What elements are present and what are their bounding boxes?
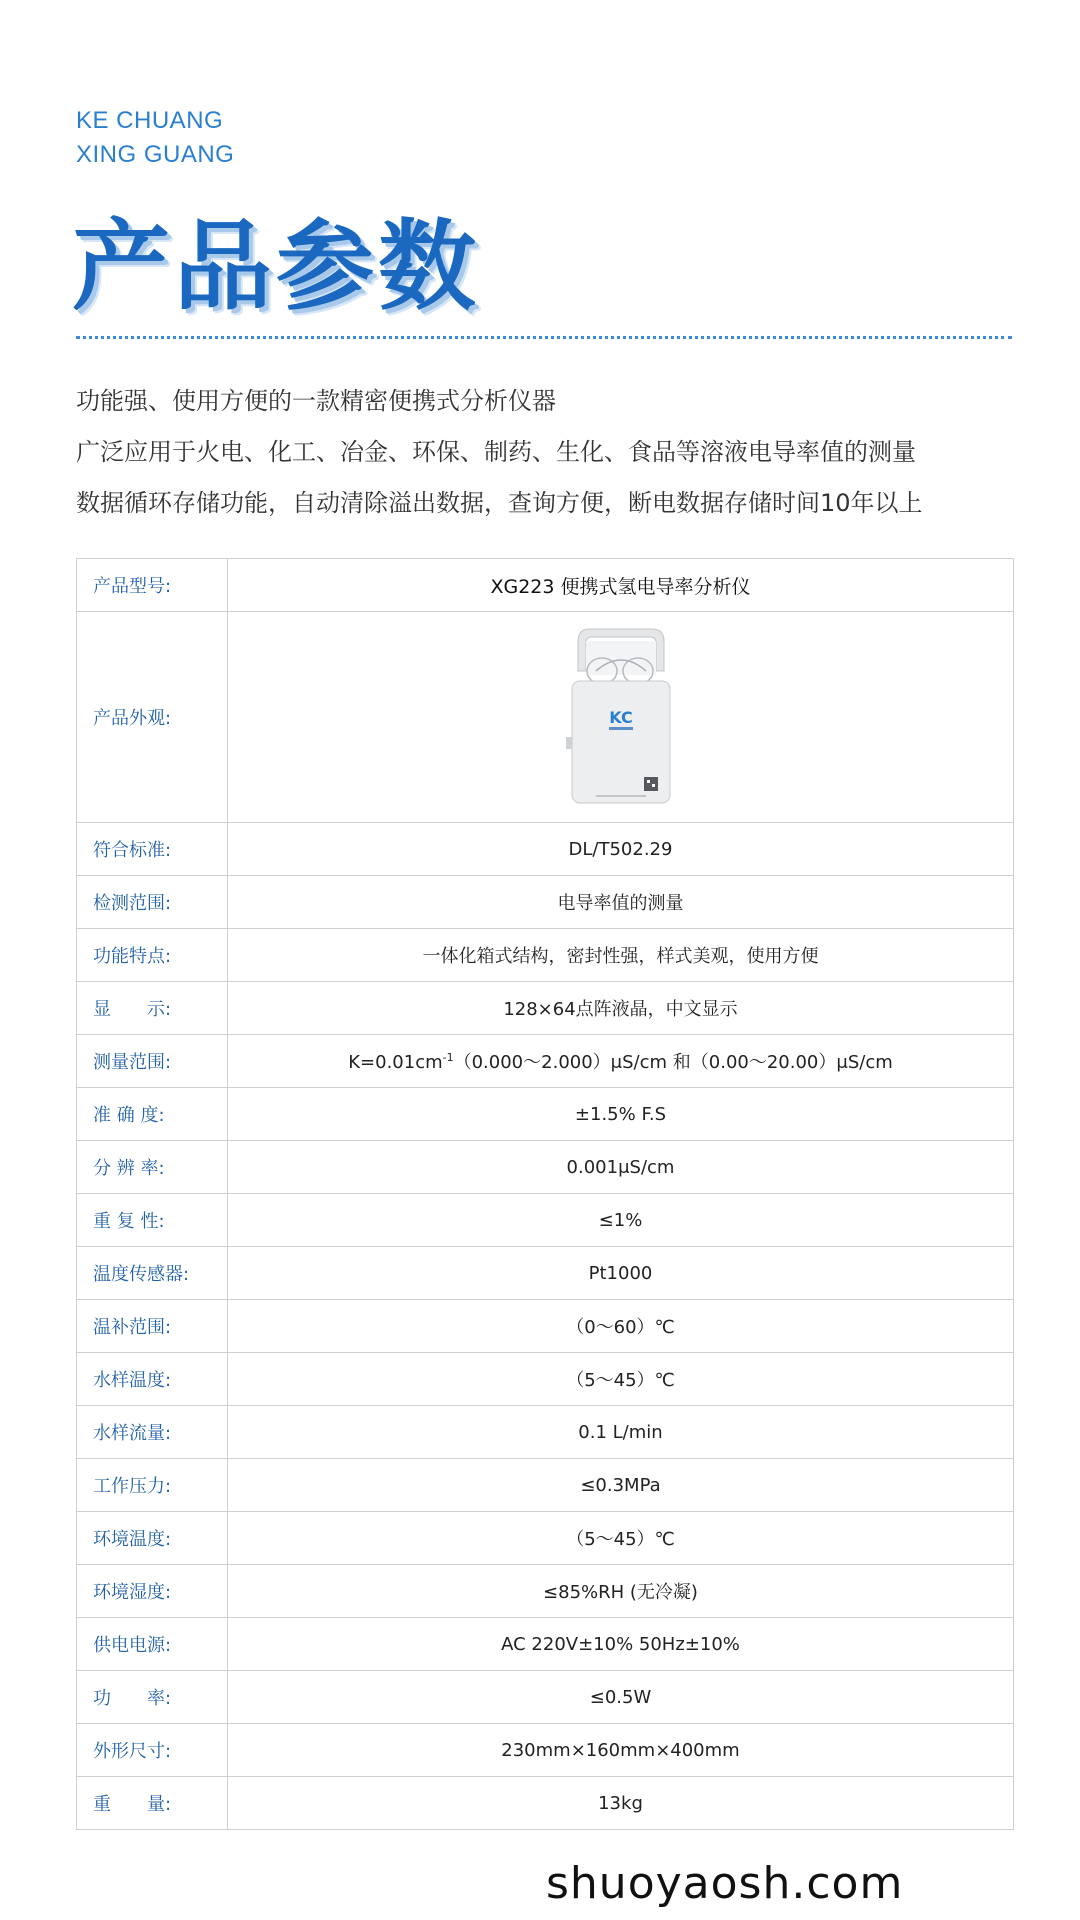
measurement-range-value <box>228 1035 1014 1088</box>
table-row <box>77 1777 1014 1830</box>
device-logo: KC <box>608 708 633 727</box>
row-value: DL/T502.29 <box>228 823 1014 876</box>
row-value: ≤0.3MPa <box>228 1459 1014 1512</box>
spec-table <box>76 558 1014 1830</box>
intro-line: 功能强、使用方便的一款精密便携式分析仪器 <box>76 387 556 415</box>
row-label: 水样温度: <box>77 1353 228 1406</box>
table-row <box>77 1406 1014 1459</box>
row-value: （0～60）℃ <box>228 1300 1014 1353</box>
product-photo-cell <box>228 612 1014 823</box>
table-row-appearance <box>77 612 1014 823</box>
table-row <box>77 1565 1014 1618</box>
row-label: 分 辨 率: <box>77 1141 228 1194</box>
row-label: 外形尺寸: <box>77 1724 228 1777</box>
table-row <box>77 1088 1014 1141</box>
row-value: 128×64点阵液晶，中文显示 <box>228 982 1014 1035</box>
row-value: Pt1000 <box>228 1247 1014 1300</box>
intro-line: 广泛应用于火电、化工、冶金、环保、制药、生化、食品等溶液电导率值的测量 <box>76 438 916 466</box>
intro-text <box>76 376 1036 529</box>
table-row <box>77 1035 1014 1088</box>
table-row-model <box>77 559 1014 612</box>
table-row <box>77 1671 1014 1724</box>
row-value: 13kg <box>228 1777 1014 1830</box>
row-value: ≤85%RH (无冷凝) <box>228 1565 1014 1618</box>
row-label: 重 量: <box>77 1777 228 1830</box>
table-row <box>77 823 1014 876</box>
table-row <box>77 1300 1014 1353</box>
table-row <box>77 1353 1014 1406</box>
row-value: （5～45）℃ <box>228 1353 1014 1406</box>
brand-line-1: KE CHUANG <box>76 107 224 134</box>
row-value: ≤1% <box>228 1194 1014 1247</box>
model-value: XG223 便携式氢电导率分析仪 <box>228 559 1014 612</box>
brand-name <box>76 104 234 172</box>
row-label: 供电电源: <box>77 1618 228 1671</box>
row-value: AC 220V±10% 50Hz±10% <box>228 1618 1014 1671</box>
row-label: 环境湿度: <box>77 1565 228 1618</box>
row-label: 温补范围: <box>77 1300 228 1353</box>
row-label: 准 确 度: <box>77 1088 228 1141</box>
row-label: 重 复 性: <box>77 1194 228 1247</box>
intro-line: 数据循环存储功能，自动清除溢出数据，查询方便，断电数据存储时间10年以上 <box>76 489 923 517</box>
row-label: 功能特点: <box>77 929 228 982</box>
brand-line-2: XING GUANG <box>76 141 235 168</box>
table-row <box>77 1247 1014 1300</box>
row-label: 测量范围: <box>77 1035 228 1088</box>
dotted-divider <box>76 336 1012 339</box>
row-label: 产品型号: <box>77 559 228 612</box>
table-row <box>77 929 1014 982</box>
range-suffix: （0.000～2.000）μS/cm 和（0.00～20.00）μS/cm <box>453 1052 893 1073</box>
table-row <box>77 1724 1014 1777</box>
row-label: 显 示: <box>77 982 228 1035</box>
row-value: ≤0.5W <box>228 1671 1014 1724</box>
row-value: 230mm×160mm×400mm <box>228 1724 1014 1777</box>
table-row <box>77 982 1014 1035</box>
row-label: 检测范围: <box>77 876 228 929</box>
table-row <box>77 1194 1014 1247</box>
row-value: 0.1 L/min <box>228 1406 1014 1459</box>
row-label: 工作压力: <box>77 1459 228 1512</box>
row-value: ±1.5% F.S <box>228 1088 1014 1141</box>
row-label: 环境温度: <box>77 1512 228 1565</box>
table-row <box>77 1459 1014 1512</box>
row-label: 产品外观: <box>77 612 228 823</box>
row-value: 0.001μS/cm <box>228 1141 1014 1194</box>
row-label: 水样流量: <box>77 1406 228 1459</box>
range-prefix: K=0.01cm <box>348 1052 443 1073</box>
table-row <box>77 1618 1014 1671</box>
row-value: 一体化箱式结构，密封性强，样式美观，使用方便 <box>228 929 1014 982</box>
range-superscript: -1 <box>442 1051 454 1064</box>
table-row <box>77 1512 1014 1565</box>
row-value: 电导率值的测量 <box>228 876 1014 929</box>
product-image <box>566 627 676 807</box>
row-value: （5～45）℃ <box>228 1512 1014 1565</box>
row-label: 功 率: <box>77 1671 228 1724</box>
website-watermark: shuoyaosh.com <box>546 1858 904 1909</box>
table-row <box>77 876 1014 929</box>
row-label: 温度传感器: <box>77 1247 228 1300</box>
table-row <box>77 1141 1014 1194</box>
row-label: 符合标准: <box>77 823 228 876</box>
page-title: 产品参数 <box>72 209 481 324</box>
